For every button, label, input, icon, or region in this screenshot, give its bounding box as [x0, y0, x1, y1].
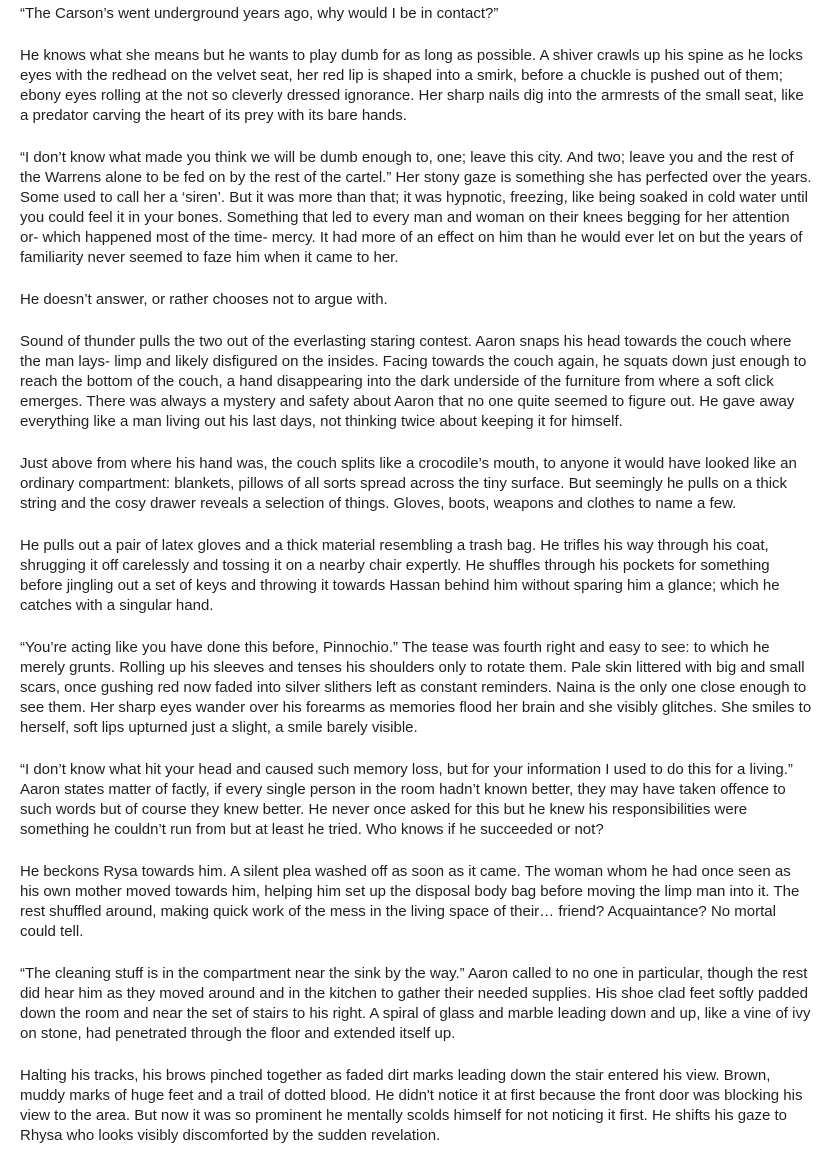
paragraph-7: He pulls out a pair of latex gloves and a thick material resembling a trash bag. He trifles his way through his coat, shrugging it off carelessly and tossing it on a nearby chair expertly. He shuffles through his pockets for something before jingling out a set of keys and throwing it towards Hassan behind him without sparing him a glance; which he catches with a singular hand. [20, 537, 780, 614]
paragraph-4: He doesn’t answer, or rather chooses not to argue with. [20, 291, 388, 308]
paragraph-9: “I don’t know what hit your head and caused such memory loss, but for your information I used to do this for a living.” Aaron states matter of factly, if every single person in the room hadn’t known better, they may have taken offence to such words but of course they knew better. He never once asked for this but he knew his responsibilities were something he couldn’t run from but at least he tried. Who knows if he succeeded or not? [20, 761, 793, 838]
document-page [20, 4, 812, 1168]
paragraph-5: Sound of thunder pulls the two out of the everlasting staring contest. Aaron snaps his head towards the couch where the man lays- limp and likely disfigured on the insides. Facing towards the couch again, he squats down just enough to reach the bottom of the couch, a hand disappearing into the dark underside of the furniture from where a soft click emerges. There was always a mystery and safety about Aaron that no one quite seemed to figure out. He gave away everything like a man living out his last days, not thinking twice about keeping it for himself. [20, 333, 807, 430]
paragraph-1: “The Carson’s went underground years ago, why would I be in contact?” [20, 5, 499, 22]
paragraph-6: Just above from where his hand was, the couch splits like a crocodile’s mouth, to anyone it would have looked like an ordinary compartment: blankets, pillows of all sorts spread across the tiny surface. But seemingly he pulls on a thick string and the cosy drawer reveals a selection of things. Gloves, boots, weapons and clothes to name a few. [20, 455, 797, 512]
paragraph-11: “The cleaning stuff is in the compartment near the sink by the way.” Aaron called to no one in particular, though the rest did hear him as they moved around and in the kitchen to gather their needed supplies. His shoe clad feet softly padded down the room and near the set of stairs to his right. A spiral of glass and marble leading down and up, like a vine of ivy on stone, had penetrated through the floor and extended itself up. [20, 965, 811, 1042]
paragraph-3: “I don’t know what made you think we will be dumb enough to, one; leave this city. And two; leave you and the rest of the Warrens alone to be fed on by the rest of the cartel.” Her stony gaze is something she has perfected over the years. Some used to call her a ‘siren’. But it was more than that; it was hypnotic, freezing, like being soaked in cold water until you could feel it in your bones. Something that led to every man and woman on their knees begging for her attention or- which happened most of the time- mercy. It had more of an effect on him than he would ever let on but the years of familiarity never seemed to faze him when it came to her. [20, 149, 812, 266]
paragraph-10: He beckons Rysa towards him. A silent plea washed off as soon as it came. The woman whom he had once seen as his own mother moved towards him, helping him set up the disposal body bag before moving the limp man into it. The rest shuffled around, making quick work of the mess in the living space of their… friend? Acquaintance? No mortal could tell. [20, 863, 800, 940]
paragraph-12: Halting his tracks, his brows pinched together as faded dirt marks leading down the stair entered his view. Brown, muddy marks of huge feet and a trail of dotted blood. He didn't notice it at first because the front door was blocking his view to the area. But now it was so prominent he mentally scolds himself for not noticing it first. He shifts his gaze to Rhysa who looks visibly discomforted by the sudden revelation. [20, 1067, 803, 1144]
paragraph-8: “You’re acting like you have done this before, Pinnochio.” The tease was fourth right and easy to see: to which he merely grunts. Rolling up his sleeves and tenses his shoulders only to rotate them. Pale skin littered with big and small scars, once gushing red now faded into silver slithers left as constant reminders. Naina is the only one close enough to see them. Her sharp eyes wander over his forearms as memories flood her brain and she visibly glitches. She smiles to herself, soft lips upturned just a slight, a smile barely visible. [20, 639, 812, 736]
paragraph-2: He knows what she means but he wants to play dumb for as long as possible. A shiver crawls up his spine as he locks eyes with the redhead on the velvet seat, her red lip is shaped into a smirk, before a chuckle is pushed out of them; ebony eyes rolling at the not so cleverly dressed ignorance. Her sharp nails dig into the armrests of the small seat, like a predator carving the heart of its prey with its bare hands. [20, 47, 804, 124]
